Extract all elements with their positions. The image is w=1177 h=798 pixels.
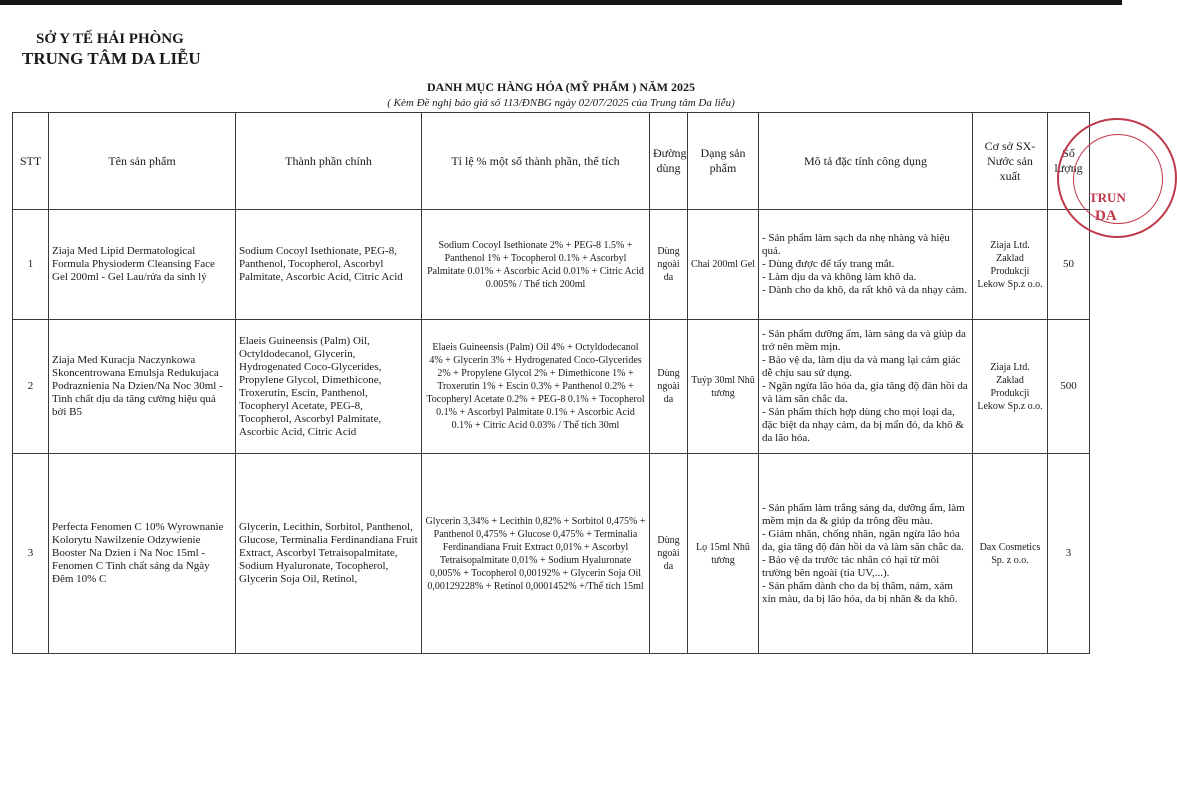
cell-product-name: Ziaja Med Kuracja Naczynkowa Skoncentrowana Emulsja Redukujaca Podraznienia Na Dzien/Na Noc 30ml - Tinh chất dịu da tăng cường hiệu quả bởi B5 (49, 320, 236, 454)
cell-product-name: Ziaja Med Lipid Dermatological Formula Physioderm Cleansing Face Gel 200ml - Gel Lau/rửa da sinh lý (49, 210, 236, 320)
header-ratio: Tỉ lệ % một số thành phần, thể tích (422, 113, 650, 210)
product-table (12, 112, 1090, 654)
cell-ratio: Sodium Cocoyl Isethionate 2% + PEG-8 1.5% + Panthenol 1% + Tocopherol 0.1% + Ascorbyl Palmitate 0.01% + Ascorbic Acid 0.01% + Citric Acid 0.005% / Thể tích 200ml (422, 210, 650, 320)
org-name: TRUNG TÂM DA LIỄU (22, 49, 201, 68)
table-row (13, 210, 1090, 320)
red-seal-stamp (1057, 118, 1177, 238)
header-ingredients: Thành phần chính (236, 113, 422, 210)
cell-ratio: Elaeis Guineensis (Palm) Oil 4% + Octyldodecanol 4% + Glycerin 3% + Hydrogenated Coco-Glycerides 2% + Propylene Glycol 2% + Dimethicone 1% + Troxerutin 1% + Escin 0.3% + Panthenol 0.2% + Tocopheryl Acetate 0.2% + PEG-8 0.1% + Tocopherol 0.1% + Ascorbyl Palmitate 0.1% + Ascorbic Acid 0.1% + Citric Acid 0.03% / Thể tích 30ml (422, 320, 650, 454)
stamp-inner-ring (1073, 134, 1163, 224)
organization-header (22, 30, 201, 68)
table-row (13, 454, 1090, 654)
table-row (13, 320, 1090, 454)
cell-ratio: Glycerin 3,34% + Lecithin 0,82% + Sorbitol 0,475% + Panthenol 0,475% + Glucose 0,475% + Terminalia Ferdinandiana Fruit Extract 0,01% + Ascorbyl Tetraisopalmitate 0,01% + Sodium Hyaluronate 0,005% + Tocopherol 0,00192% + Glycerin Soja Oil 0,00129228% + Retinol 0,0001452% +/Thể tích 15ml (422, 454, 650, 654)
cell-form: Chai 200ml Gel (688, 210, 759, 320)
cell-quantity: 500 (1048, 320, 1090, 454)
cell-ingredients: Sodium Cocoyl Isethionate, PEG-8, Panthenol, Tocopherol, Ascorbyl Palmitate, Ascorbic Acid, Citric Acid (236, 210, 422, 320)
cell-origin: Ziaja Ltd. Zaklad Produkcji Lekow Sp.z o.o. (973, 320, 1048, 454)
cell-route: Dùng ngoài da (650, 454, 688, 654)
stamp-text: DA (1095, 208, 1117, 224)
description-line: - Sản phẩm dưỡng ẩm, làm sáng da và giúp da trở nên mềm mịn. (762, 328, 966, 353)
header-product-name: Tên sản phẩm (49, 113, 236, 210)
scan-top-edge (0, 0, 1122, 5)
stamp-text: TRUN (1089, 190, 1126, 205)
description-line: - Làm dịu da và không làm khô da. (762, 271, 917, 283)
description-line: - Sản phẩm dành cho da bị thâm, nám, xám xỉn màu, da bị lão hóa, da bị nhăn & da khô. (762, 579, 958, 605)
description-line: - Ngăn ngừa lão hóa da, gia tăng độ đàn hồi da và làm săn chắc da. (762, 380, 968, 405)
cell-stt: 1 (13, 210, 49, 320)
cell-origin: Dax Cosmetics Sp. z o.o. (973, 454, 1048, 654)
header-quantity: Số lượng (1048, 113, 1090, 210)
cell-description (759, 320, 973, 454)
cell-stt: 3 (13, 454, 49, 654)
cell-form: Tuýp 30ml Nhũ tương (688, 320, 759, 454)
document-title: DANH MỤC HÀNG HÓA (MỸ PHẨM ) NĂM 2025 (427, 80, 695, 94)
description-line: - Dành cho da khô, da rất khô và da nhạy cảm. (762, 284, 967, 296)
cell-description (759, 210, 973, 320)
description-line: - Bảo vệ da, làm dịu da và mang lại cảm giác dễ chịu sau sử dụng. (762, 354, 961, 379)
description-line: - Sản phẩm làm trắng sáng da, dưỡng ẩm, làm mềm mịn da & giúp da trông đều màu. (762, 501, 965, 527)
header-form: Dạng sản phẩm (688, 113, 759, 210)
cell-origin: Ziaja Ltd. Zaklad Produkcji Lekow Sp.z o.o. (973, 210, 1048, 320)
header-origin: Cơ sở SX- Nước sản xuất (973, 113, 1048, 210)
cell-route: Dùng ngoài da (650, 320, 688, 454)
cell-description (759, 454, 973, 654)
cell-ingredients: Elaeis Guineensis (Palm) Oil, Octyldodecanol, Glycerin, Hydrogenated Coco-Glycerides, Propylene Glycol, Dimethicone, Troxerutin, Escin, Panthenol, Tocopheryl Acetate, PEG-8, Tocopherol, Ascorbyl Palmitate, Ascorbic Acid, Citric Acid (236, 320, 422, 454)
description-line: - Sản phẩm làm sạch da nhẹ nhàng và hiệu quả. (762, 232, 950, 257)
cell-quantity: 50 (1048, 210, 1090, 320)
cell-form: Lọ 15ml Nhũ tương (688, 454, 759, 654)
description-line: - Giảm nhăn, chống nhăn, ngăn ngừa lão hóa da, gia tăng độ đàn hồi da và làm săn chắc da. (762, 527, 964, 553)
cell-ingredients: Glycerin, Lecithin, Sorbitol, Panthenol, Glucose, Terminalia Ferdinandiana Fruit Extract, Ascorbyl Tetraisopalmitate, Sodium Hyaluronate, Tocopherol, Glycerin Soja Oil, Retinol, (236, 454, 422, 654)
header-stt: STT (13, 113, 49, 210)
header-route: Đường dùng (650, 113, 688, 210)
header-description: Mô tả đặc tính công dụng (759, 113, 973, 210)
description-line: - Bảo vệ da trước tác nhân có hại từ môi trường bên ngoài (tia UV,...). (762, 553, 940, 579)
description-line: - Dùng được để tẩy trang mắt. (762, 258, 895, 270)
cell-product-name: Perfecta Fenomen C 10% Wyrownanie Kolorytu Nawilzenie Odzywienie Booster Na Dzien i Na Noc 15ml - Fenomen C Tinh chất sáng da Ngày Đêm 10% C (49, 454, 236, 654)
description-line: - Sản phẩm thích hợp dùng cho mọi loại da, đặc biệt da nhạy cảm, da bị mẩn đỏ, da khô & da lão hóa. (762, 406, 964, 444)
org-parent: SỞ Y TẾ HẢI PHÒNG (36, 31, 184, 47)
table-header-row (13, 113, 1090, 210)
cell-route: Dùng ngoài da (650, 210, 688, 320)
cell-quantity: 3 (1048, 454, 1090, 654)
cell-stt: 2 (13, 320, 49, 454)
document-subtitle: ( Kèm Đề nghị báo giá số 113/ĐNBG ngày 02/07/2025 của Trung tâm Da liễu) (387, 97, 735, 109)
